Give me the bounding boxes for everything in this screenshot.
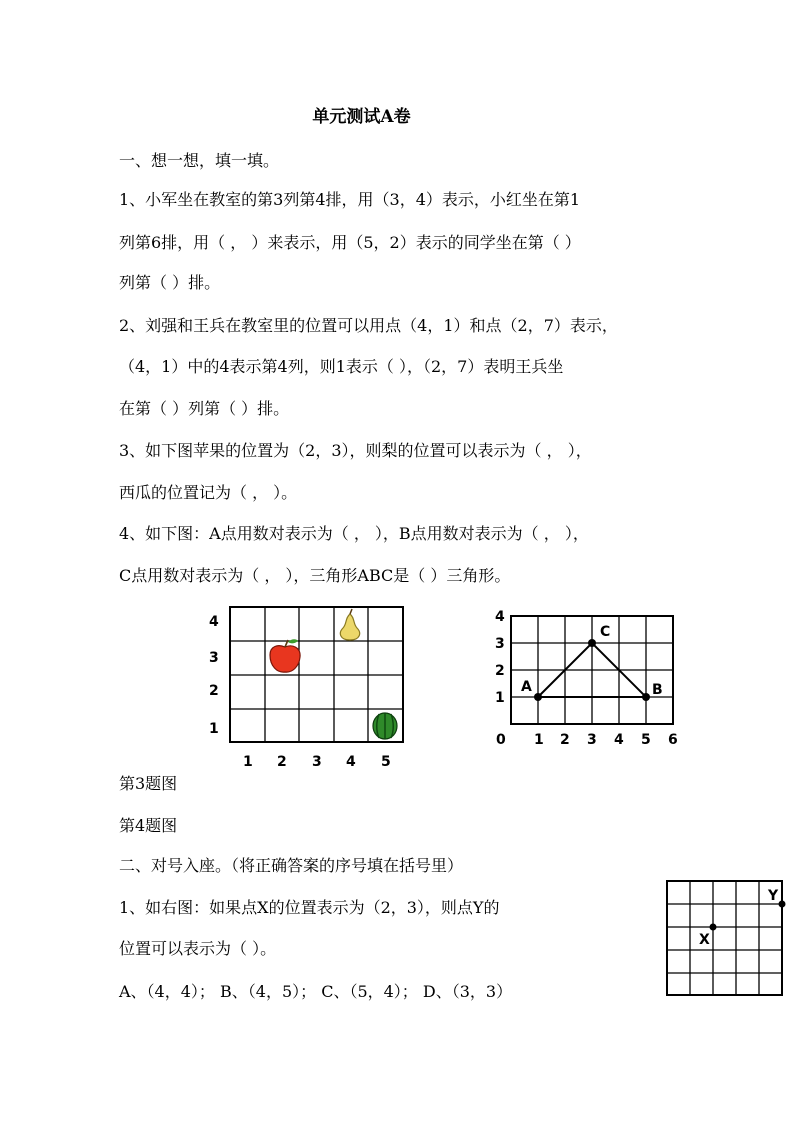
fig4-x-label: 1 <box>534 732 544 748</box>
point-a <box>534 693 542 701</box>
figure-3-caption: 第3题图 <box>119 774 178 793</box>
fig4-x-label: 3 <box>587 732 597 748</box>
fig4-x-label: 5 <box>641 732 651 748</box>
question-2-line-1: 2、刘强和王兵在教室里的位置可以用点（4，1）和点（2，7）表示， <box>119 316 618 335</box>
mc-question-1-line-2: 位置可以表示为（ ）。 <box>119 939 277 958</box>
fig4-x-label: 6 <box>668 732 678 748</box>
fig4-y-label: 2 <box>495 663 505 679</box>
point-c-label: C <box>600 624 611 640</box>
fig3-x-label: 5 <box>381 754 391 770</box>
pear-icon <box>340 609 359 640</box>
point-x-label: X <box>699 932 710 948</box>
fig3-y-label: 1 <box>209 721 219 737</box>
section-1-heading: 一、想一想，填一填。 <box>119 151 280 170</box>
question-3-line-2: 西瓜的位置记为（ ， ）。 <box>119 483 298 502</box>
question-2-line-2: （4，1）中的4表示第4列，则1表示（ ），（2，7）表明王兵坐 <box>119 357 564 376</box>
question-4-line-1: 4、如下图：A点用数对表示为（ ， ），B点用数对表示为（ ， ）， <box>119 524 589 543</box>
figure-4-grid <box>490 605 690 760</box>
section-2-heading: 二、对号入座。（将正确答案的序号填在括号里） <box>119 856 464 875</box>
fig3-y-label: 4 <box>209 614 219 630</box>
point-x <box>710 924 717 931</box>
fig4-y-label: 1 <box>495 690 505 706</box>
fig4-x-label: 2 <box>560 732 570 748</box>
point-b-label: B <box>652 682 663 698</box>
watermelon-icon <box>373 713 397 739</box>
point-a-label: A <box>521 679 532 695</box>
point-y-label: Y <box>768 888 779 904</box>
fig3-x-label: 2 <box>277 754 287 770</box>
mc-question-1-line-1: 1、如右图：如果点X的位置表示为（2，3），则点Y的 <box>119 898 500 917</box>
apple-icon <box>270 639 300 672</box>
page-title: 单元测试A卷 <box>312 107 411 127</box>
question-1-line-3: 列第（ ）排。 <box>119 273 221 292</box>
figure-3-grid <box>200 600 400 770</box>
question-2-line-3: 在第（ ）列第（ ）排。 <box>119 399 290 418</box>
fig3-x-label: 4 <box>346 754 356 770</box>
question-4-line-2: C点用数对表示为（ ， ），三角形ABC是（ ）三角形。 <box>119 566 511 585</box>
question-1-line-2: 列第6排，用（ ， ）来表示，用（5，2）表示的同学坐在第（ ） <box>119 233 581 252</box>
mc-question-1-options: A、（4，4）； B、（4，5）； C、（5，4）； D、（3，3） <box>119 982 513 1001</box>
fig3-x-label: 1 <box>243 754 253 770</box>
fig3-x-label: 3 <box>312 754 322 770</box>
fig4-x-label: 0 <box>496 732 506 748</box>
point-b <box>642 693 650 701</box>
fig4-y-label: 4 <box>495 609 505 625</box>
figure-xy-grid <box>662 878 787 998</box>
figure-4-caption: 第4题图 <box>119 816 178 835</box>
fig4-y-label: 3 <box>495 636 505 652</box>
question-1-line-1: 1、小军坐在教室的第3列第4排，用（3，4）表示，小红坐在第1 <box>119 190 581 209</box>
point-y <box>779 901 786 908</box>
question-3-line-1: 3、如下图苹果的位置为（2，3），则梨的位置可以表示为（ ， ）， <box>119 441 592 460</box>
fig3-y-label: 2 <box>209 683 219 699</box>
fig4-x-label: 4 <box>614 732 624 748</box>
fig3-y-label: 3 <box>209 650 219 666</box>
point-c <box>588 639 596 647</box>
